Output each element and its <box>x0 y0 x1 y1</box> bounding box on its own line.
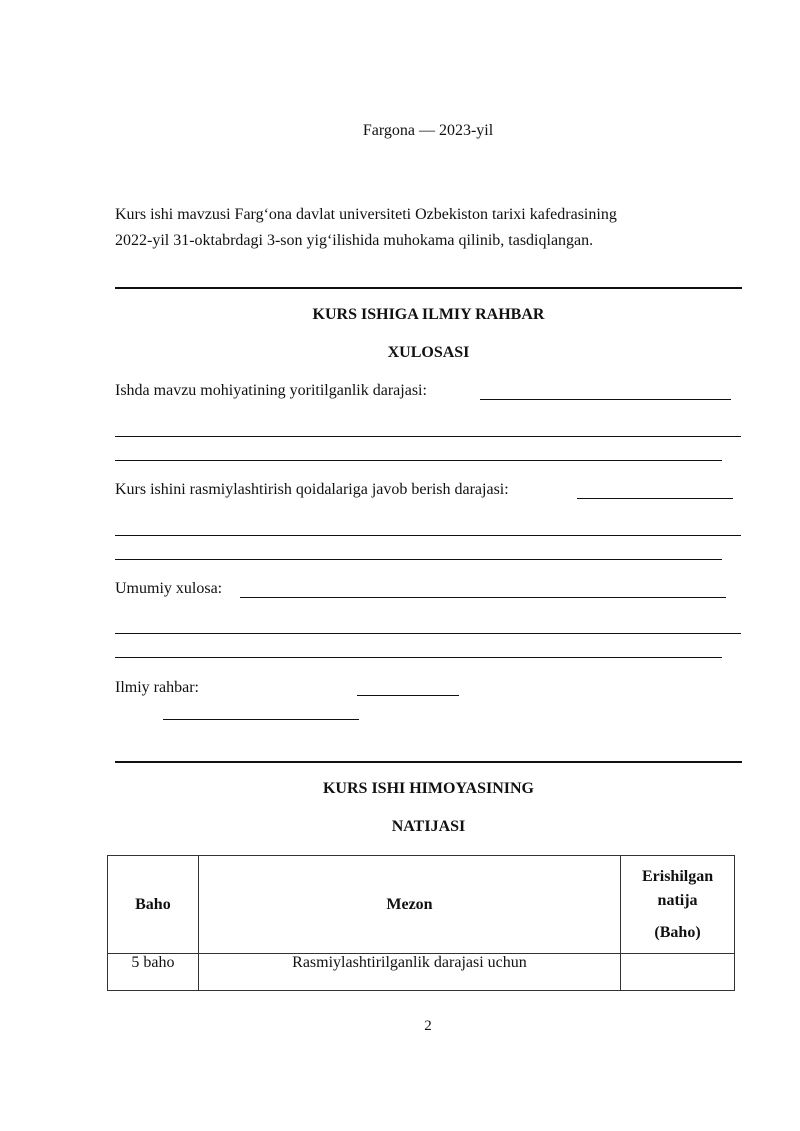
field-formatting-label: Kurs ishini rasmiylashtirish qoidalariga javob berish darajasi: <box>115 481 509 498</box>
supervisor-subtitle: XULOSASI <box>387 344 470 361</box>
column-header-result <box>621 856 735 954</box>
column-header-mezon: Mezon <box>198 856 620 954</box>
cell-baho: 5 baho <box>108 954 199 991</box>
field-conclusion-blank-line-3[interactable] <box>115 657 722 658</box>
supervisor-signature-blank[interactable] <box>357 695 459 696</box>
intro-paragraph <box>115 202 755 254</box>
intro-line-2: 2022-yil 31-oktabrdagi 3-son yig‘ilishida muhokama qilinib, tasdiqlangan. <box>115 232 594 249</box>
table-row <box>108 954 735 991</box>
column-header-baho: Baho <box>108 856 199 954</box>
field-conclusion-blank-line-2[interactable] <box>115 633 741 634</box>
page-number: 2 <box>424 1018 432 1034</box>
intro-line-1: Kurs ishi mavzusi Farg‘ona davlat universiteti Ozbekiston tarixi kafedrasining <box>115 206 617 223</box>
field-formatting-blank-line-3[interactable] <box>115 559 722 560</box>
section-divider-2 <box>115 761 742 763</box>
field-conclusion-blank[interactable] <box>240 597 726 598</box>
column-header-result-line-1: Erishilgan <box>641 867 714 885</box>
city-year: Fargona — 2023-yil <box>362 122 494 139</box>
section-divider <box>115 287 742 289</box>
field-coverage-label: Ishda mavzu mohiyatining yoritilganlik darajasi: <box>115 382 427 399</box>
field-formatting-blank[interactable] <box>577 498 733 499</box>
results-table <box>107 855 735 991</box>
defense-title: KURS ISHI HIMOYASINING <box>322 780 534 797</box>
supervisor-signer-label: Ilmiy rahbar: <box>115 679 199 696</box>
results-table-header <box>108 856 735 954</box>
field-conclusion-label: Umumiy xulosa: <box>115 580 223 597</box>
cell-mezon: Rasmiylashtirilganlik darajasi uchun <box>198 954 620 991</box>
cell-result[interactable] <box>621 954 735 991</box>
supervisor-name-blank[interactable] <box>163 719 359 720</box>
field-formatting-blank-line-2[interactable] <box>115 535 741 536</box>
field-coverage-blank[interactable] <box>480 399 731 400</box>
defense-subtitle: NATIJASI <box>391 818 466 835</box>
supervisor-title: KURS ISHIGA ILMIY RAHBAR <box>312 306 545 323</box>
field-coverage-blank-line-2[interactable] <box>115 436 741 437</box>
column-header-result-line-2: natija <box>657 891 698 909</box>
field-coverage-blank-line-3[interactable] <box>115 460 722 461</box>
column-header-result-line-3: (Baho) <box>654 923 701 941</box>
